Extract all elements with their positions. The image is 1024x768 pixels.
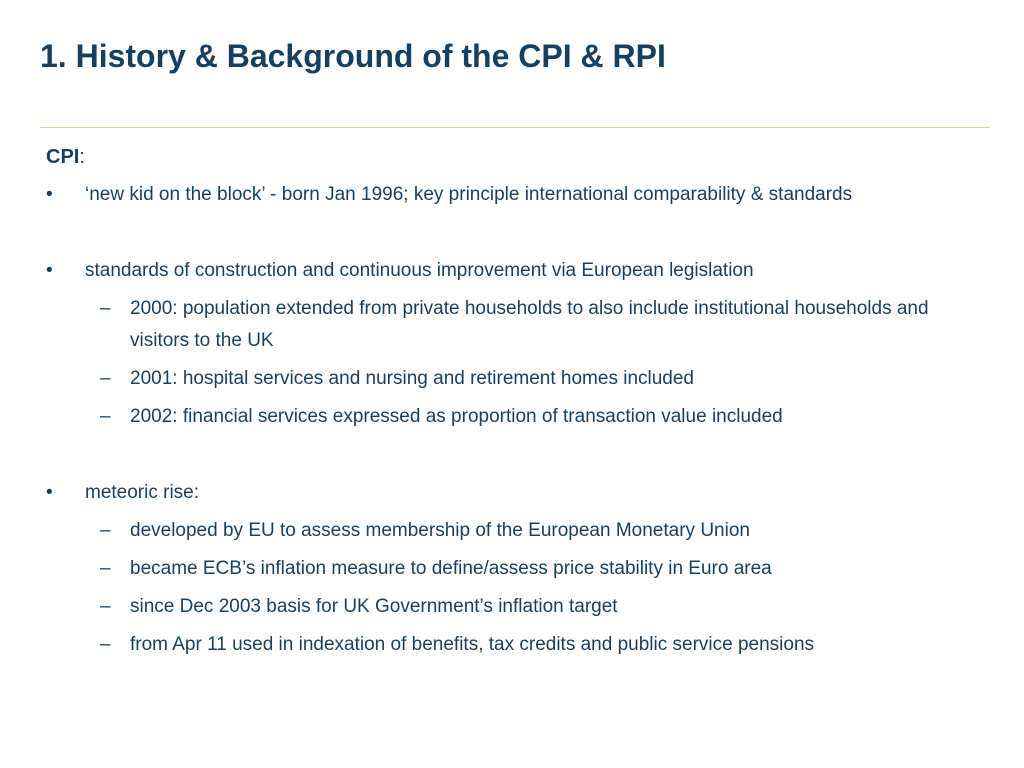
sub-bullet-text: developed by EU to assess membership of the European Monetary Union	[130, 520, 750, 541]
sub-bullet-item	[46, 363, 976, 395]
section-heading-label: CPI	[46, 146, 80, 168]
sub-bullet-text: 2000: population extended from private households to also include institutional households and visitors to the UK	[130, 298, 929, 351]
bullet-item	[46, 477, 976, 509]
spacer	[46, 211, 976, 255]
sub-bullet-text: 2001: hospital services and nursing and retirement homes included	[130, 368, 694, 389]
sub-bullet-item	[46, 629, 976, 661]
spacer	[46, 433, 976, 477]
sub-bullet-marker: –	[100, 596, 111, 617]
sub-bullet-item	[46, 401, 976, 433]
sub-bullet-text: since Dec 2003 basis for UK Government’s inflation target	[130, 596, 618, 617]
sub-bullet-item	[46, 591, 976, 623]
sub-bullet-text: became ECB’s inflation measure to define/assess price stability in Euro area	[130, 558, 772, 579]
bullet-item	[46, 179, 976, 211]
bullet-marker: •	[46, 184, 53, 205]
sub-bullet-marker: –	[100, 558, 111, 579]
section-heading-colon: :	[79, 146, 85, 168]
sub-bullet-marker: –	[100, 634, 111, 655]
sub-bullet-text: 2002: financial services expressed as proportion of transaction value included	[130, 406, 783, 427]
sub-bullet-item	[46, 553, 976, 585]
slide-title: 1. History & Background of the CPI & RPI	[40, 38, 666, 74]
sub-bullet-marker: –	[100, 298, 111, 319]
section-heading	[46, 143, 976, 171]
bullet-item	[46, 255, 976, 287]
bullet-marker: •	[46, 482, 53, 503]
sub-bullet-text: from Apr 11 used in indexation of benefits, tax credits and public service pensions	[130, 634, 815, 655]
bullet-text: standards of construction and continuous improvement via European legislation	[85, 260, 754, 281]
title-divider	[40, 127, 990, 128]
sub-bullet-item	[46, 515, 976, 547]
sub-bullet-marker: –	[100, 368, 111, 389]
bullet-text: ‘new kid on the block’ - born Jan 1996; key principle international comparability & standards	[85, 184, 853, 205]
slide-body	[46, 143, 976, 661]
bullet-text: meteoric rise:	[85, 482, 200, 503]
sub-bullet-marker: –	[100, 520, 111, 541]
sub-bullet-item	[46, 293, 976, 357]
bullet-marker: •	[46, 260, 53, 281]
sub-bullet-marker: –	[100, 406, 111, 427]
